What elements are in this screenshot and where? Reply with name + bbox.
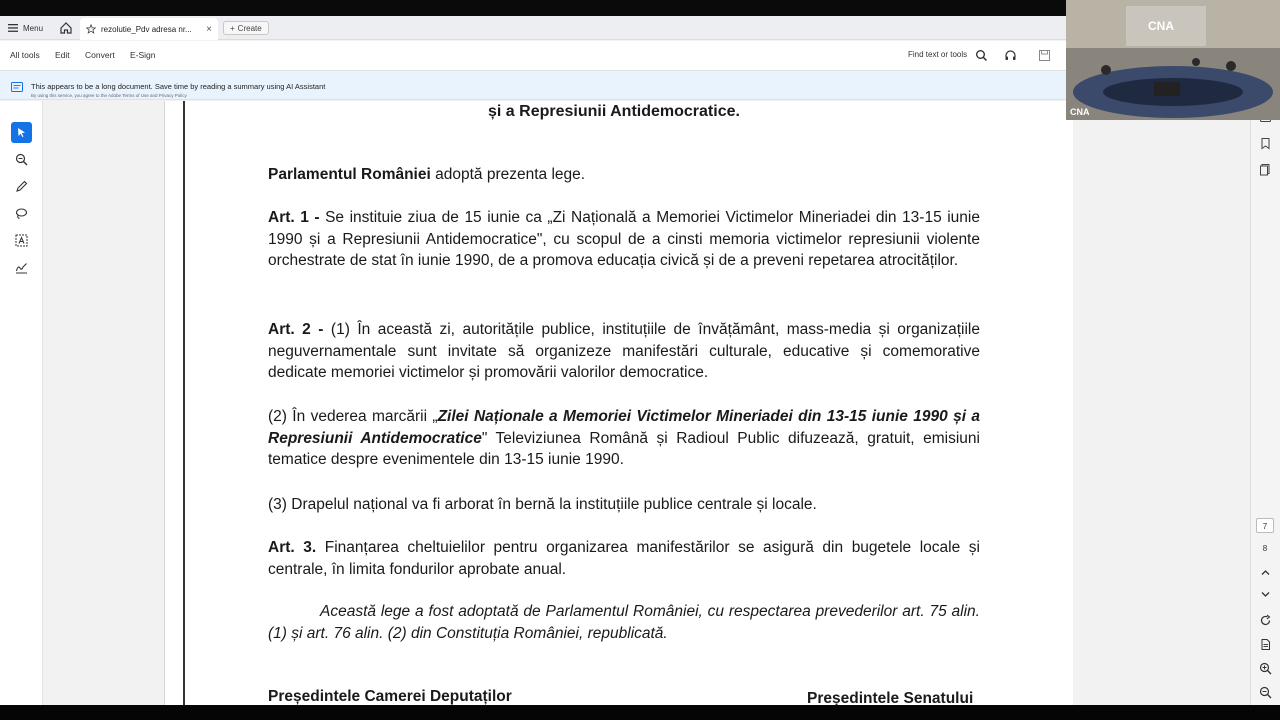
page-margin-line: [183, 101, 185, 705]
article-2-paragraph-2: [268, 406, 980, 471]
signature-icon: [15, 261, 28, 274]
intro-paragraph: [268, 164, 585, 186]
pdf-page: [164, 101, 1074, 705]
search-icon[interactable]: [975, 49, 988, 62]
tools-sidebar: [0, 101, 43, 720]
article-2-paragraph-3: (3) Drapelul național va fi arborat în bernă la instituțiile publice centrale și locale.: [268, 496, 817, 513]
art1-label: Art. 1 -: [268, 209, 326, 226]
all-tools-menu[interactable]: All tools: [10, 50, 40, 60]
ai-assistant-banner: [0, 72, 1066, 100]
signature-right: Președintele Senatului: [807, 690, 974, 705]
zoom-icon: [15, 153, 28, 166]
art2-text: (1) În această zi, autoritățile publice, instituțiile de învățământ, mass-media și organizațiile neguvernamentale sunt invitate să organizeze manifestări culturale, educative și comemorative dedicate memoriei victimelor și promovării valorilor democratice.: [268, 321, 980, 381]
star-icon[interactable]: [86, 24, 96, 34]
save-icon[interactable]: [1038, 49, 1051, 62]
cursor-icon: [16, 127, 27, 138]
webcam-overlay: [1066, 0, 1280, 120]
menu-label: Menu: [23, 23, 44, 33]
right-panel: [1250, 100, 1280, 705]
chevron-down-icon[interactable]: [1259, 588, 1272, 601]
signature-left: Președintele Camerei Deputaților: [268, 688, 512, 705]
article-1: [268, 207, 980, 272]
os-bottom-bar: [0, 705, 1280, 720]
sign-tool[interactable]: [11, 257, 32, 278]
webcam-label: CNA: [1070, 107, 1090, 117]
document-tab[interactable]: [80, 18, 218, 40]
pages-icon[interactable]: [1259, 163, 1272, 176]
edit-menu[interactable]: Edit: [55, 50, 70, 60]
text-tool[interactable]: [11, 230, 32, 251]
headphones-icon[interactable]: [1004, 49, 1017, 62]
zoom-out-icon[interactable]: [1259, 686, 1272, 699]
esign-menu[interactable]: E-Sign: [130, 50, 156, 60]
intro-rest: adoptă prezenta lege.: [430, 166, 586, 183]
banner-message: This appears to be a long document. Save time by reading a summary using AI Assistant: [31, 82, 326, 91]
summary-icon: [11, 82, 23, 92]
close-tab-icon[interactable]: ×: [206, 23, 212, 35]
tab-title: rezolutie_Pdv adresa nr...: [101, 24, 192, 34]
hamburger-icon: [8, 24, 18, 32]
viewer-right-area: [1073, 120, 1250, 705]
menu-button[interactable]: [8, 20, 43, 36]
closing-statement: Această lege a fost adoptată de Parlamentul României, cu respectarea prevederilor art. 75 alin. (1) și art. 76 alin. (2) din Constituția României, republicată.: [268, 603, 980, 642]
chevron-up-icon[interactable]: [1259, 566, 1272, 579]
art2-2-start: (2) În vederea marcării „: [268, 408, 438, 425]
comment-tool[interactable]: [11, 176, 32, 197]
select-tool[interactable]: [11, 122, 32, 143]
banner-fine-print: By using this service, you agree to the Adobe Terms of Use and Privacy Policy: [31, 93, 187, 98]
conference-room-image: [1066, 0, 1280, 120]
art2-label: Art. 2 -: [268, 321, 331, 338]
art1-text: Se instituie ziua de 15 iunie ca „Zi Națională a Memoriei Victimelor Mineriadei din 13-15 iunie 1990 și a Represiunii Antidemocratice", cu scopul de a cinsti memoria victimelor represiunii violente orchestrate de stat în iunie 1990, de a promova educația civică și de a preveni repetarea atrocităților.: [268, 209, 980, 269]
current-page-number[interactable]: 7: [1256, 518, 1274, 533]
art3-label: Art. 3.: [268, 539, 325, 556]
convert-menu[interactable]: Convert: [85, 50, 115, 60]
main-toolbar: [0, 41, 1066, 71]
article-3: [268, 537, 980, 580]
rotate-icon[interactable]: [1259, 614, 1272, 627]
draw-tool[interactable]: [11, 203, 32, 224]
pen-icon: [15, 180, 28, 193]
article-2: [268, 319, 980, 384]
zoom-tool[interactable]: [11, 149, 32, 170]
find-text-button[interactable]: Find text or tools: [908, 50, 968, 59]
create-label: Create: [237, 23, 262, 33]
intro-bold: Parlamentul României: [268, 166, 431, 183]
create-button[interactable]: [223, 21, 269, 35]
lasso-icon: [15, 207, 28, 220]
plus-icon: +: [230, 23, 235, 33]
heading-tail: și a Represiunii Antidemocratice.: [488, 103, 740, 120]
document-icon[interactable]: [1259, 638, 1272, 651]
art2-2-end: " Televiziunea Română și Radioul Public difuzează, gratuit, emisiuni tematice despre evenimentele din 13-15 iunie 1990.: [268, 429, 980, 468]
next-page-number[interactable]: 8: [1262, 544, 1268, 553]
text-box-icon: [15, 234, 28, 247]
zoom-in-icon[interactable]: [1259, 662, 1272, 675]
art2-2-italic: Zilei Naționale a Memoriei Victimelor Mineriadei din 13-15 iunie 1990 și a Represiunii Antidemocratice: [268, 408, 981, 447]
cna-logo: CNA: [1148, 19, 1174, 33]
bookmark-icon[interactable]: [1259, 137, 1272, 150]
art3-text: Finanțarea cheltuielilor pentru organizarea manifestărilor se asigură din bugetele locale și centrale, în limita fondurilor aprobate anual.: [268, 539, 980, 578]
home-icon[interactable]: [58, 19, 74, 37]
